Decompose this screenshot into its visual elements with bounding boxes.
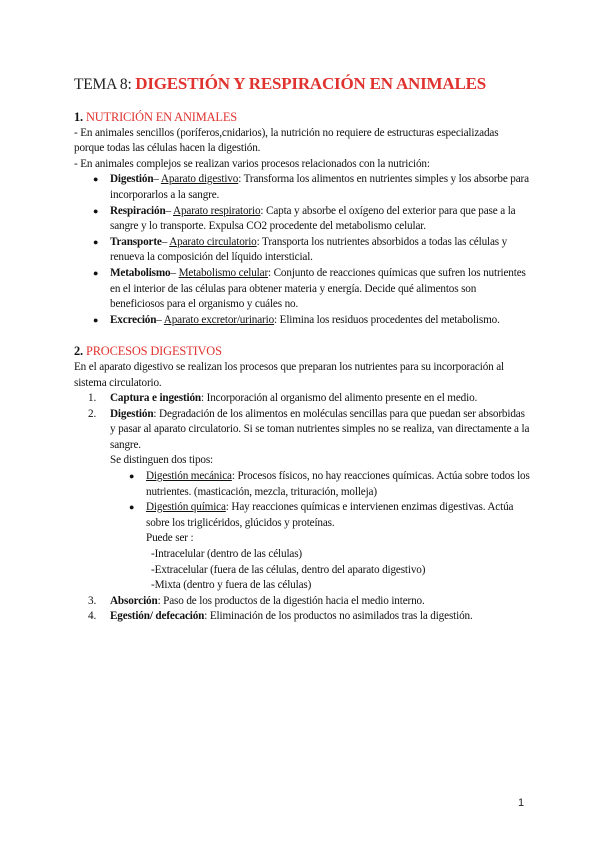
list-item — [93, 204, 530, 235]
step-description: : Paso de los productos de la digestión hacia el medio interno. — [157, 594, 425, 607]
process-term: Excreción — [110, 313, 157, 326]
bullet-icon: ● — [93, 236, 99, 247]
list-item — [88, 594, 530, 610]
digestion-types-intro: Se distinguen dos tipos: — [110, 454, 213, 467]
list-item — [93, 313, 530, 329]
process-organ: Metabolismo celular — [178, 266, 269, 279]
digestion-kind-mixed: -Mixta (dentro y fuera de las células) — [151, 579, 312, 592]
process-organ: Aparato respiratorio — [173, 204, 261, 217]
process-organ: Aparato digestivo — [160, 173, 239, 186]
step-number: 1. — [88, 392, 97, 405]
nutrition-process-list — [74, 172, 530, 328]
bullet-icon: ● — [129, 502, 135, 513]
digestion-type-description: : Hay reacciones químicas e intervienen enzimas digestivas. Actúa sobre los triglicéridos, glúcidos y proteínas. — [146, 501, 514, 529]
list-item — [88, 407, 530, 594]
bullet-icon: ● — [93, 174, 99, 185]
process-term: Metabolismo — [110, 266, 171, 279]
step-term: Absorción — [110, 594, 158, 607]
process-description: : Capta y absorbe el oxígeno del exterior para que pase a la sangre y lo transporte. Expulsa CO2 procedente del metabolismo celular. — [110, 204, 516, 233]
title-main: DIGESTIÓN Y RESPIRACIÓN EN ANIMALES — [135, 74, 486, 93]
list-item — [93, 266, 530, 313]
section-1-title: NUTRICIÓN EN ANIMALES — [85, 110, 237, 124]
process-term: Transporte — [110, 235, 162, 248]
process-dash: – — [161, 235, 170, 248]
step-term: Captura e ingestión — [110, 392, 202, 405]
step-description: : Eliminación de los productos no asimilados tras la digestión. — [204, 610, 473, 623]
step-description: : Degradación de los alimentos en moléculas sencillas para que puedan ser absorbidas y pasar al aparato circulatorio. Si se toman nutrientes simples no se realiza, van directamente a la sangre. — [110, 407, 530, 451]
list-item — [93, 172, 530, 203]
list-item — [129, 469, 530, 500]
section-2-intro: En el aparato digestivo se realizan los procesos que preparan los nutrientes para su incorporación al sistema circulatorio. — [74, 360, 505, 389]
section-1-intro-1: - En animales sencillos (poríferos,cnidarios), la nutrición no requiere de estructuras especializadas porque todas las células hacen la digestión. — [74, 126, 499, 155]
process-description: : Elimina los residuos procedentes del metabolismo. — [274, 313, 500, 326]
digestion-types-list — [110, 469, 530, 594]
section-spacer — [74, 328, 530, 344]
digestion-kind-intracellular: -Intracelular (dentro de las células) — [151, 548, 302, 561]
process-dash: – — [153, 173, 161, 186]
process-description: : Conjunto de reacciones químicas que sufren los nutrientes en el interior de las células para obtener materia y energía. Decide qué alimentos son beneficiosos para el organismo y cuáles no. — [110, 266, 526, 311]
section-2-number: 2. — [74, 344, 83, 359]
process-dash: – — [170, 266, 179, 279]
process-organ: Aparato circulatorio — [169, 235, 257, 248]
process-dash: – — [165, 204, 174, 217]
list-item — [93, 235, 530, 266]
section-1-heading — [74, 110, 530, 126]
section-2-heading — [74, 344, 530, 360]
step-description: : Incorporación al organismo del alimento presente en el medio. — [201, 392, 478, 405]
section-1-intro-2: - En animales complejos se realizan varios procesos relacionados con la nutrición: — [74, 157, 430, 170]
step-term: Egestión/ defecación — [110, 610, 205, 623]
bullet-icon: ● — [93, 267, 99, 278]
section-2-title: PROCESOS DIGESTIVOS — [85, 344, 222, 359]
process-description: : Transporta los nutrientes absorbidos a todas las células y renueva la composición del líquido intersticial. — [110, 235, 508, 264]
digestion-type-name: Digestión química — [146, 501, 226, 514]
section-1-number: 1. — [74, 110, 83, 124]
bullet-icon: ● — [93, 314, 99, 325]
step-number: 4. — [88, 610, 97, 623]
list-item — [129, 500, 530, 594]
title-prefix: TEMA 8: — [74, 76, 132, 93]
digestion-type-name: Digestión mecánica — [146, 470, 232, 483]
page-number: 1 — [518, 797, 525, 809]
process-term: Digestión — [110, 173, 154, 186]
document-title — [74, 74, 486, 94]
process-description: : Transforma los alimentos en nutrientes simples y los absorbe para incorporarlos a la sangre. — [110, 173, 529, 201]
list-item — [88, 609, 530, 625]
digestive-steps-list — [74, 391, 530, 625]
process-organ: Aparato excretor/urinario — [163, 313, 275, 326]
bullet-icon: ● — [129, 471, 135, 482]
step-number: 2. — [88, 407, 97, 420]
step-number: 3. — [88, 594, 97, 607]
digestion-kind-extracellular: -Extracelular (fuera de las células, dentro del aparato digestivo) — [151, 563, 426, 576]
list-item — [88, 391, 530, 407]
digestion-type-description: : Procesos físicos, no hay reacciones químicas. Actúa sobre todos los nutrientes. (masticación, mezcla, trituración, molleja) — [146, 470, 530, 498]
process-term: Respiración — [110, 204, 166, 217]
document-body — [74, 110, 530, 625]
process-dash: – — [156, 313, 164, 326]
bullet-icon: ● — [93, 205, 99, 216]
step-term: Digestión — [110, 407, 154, 420]
puede-ser-label: Puede ser : — [146, 532, 194, 545]
